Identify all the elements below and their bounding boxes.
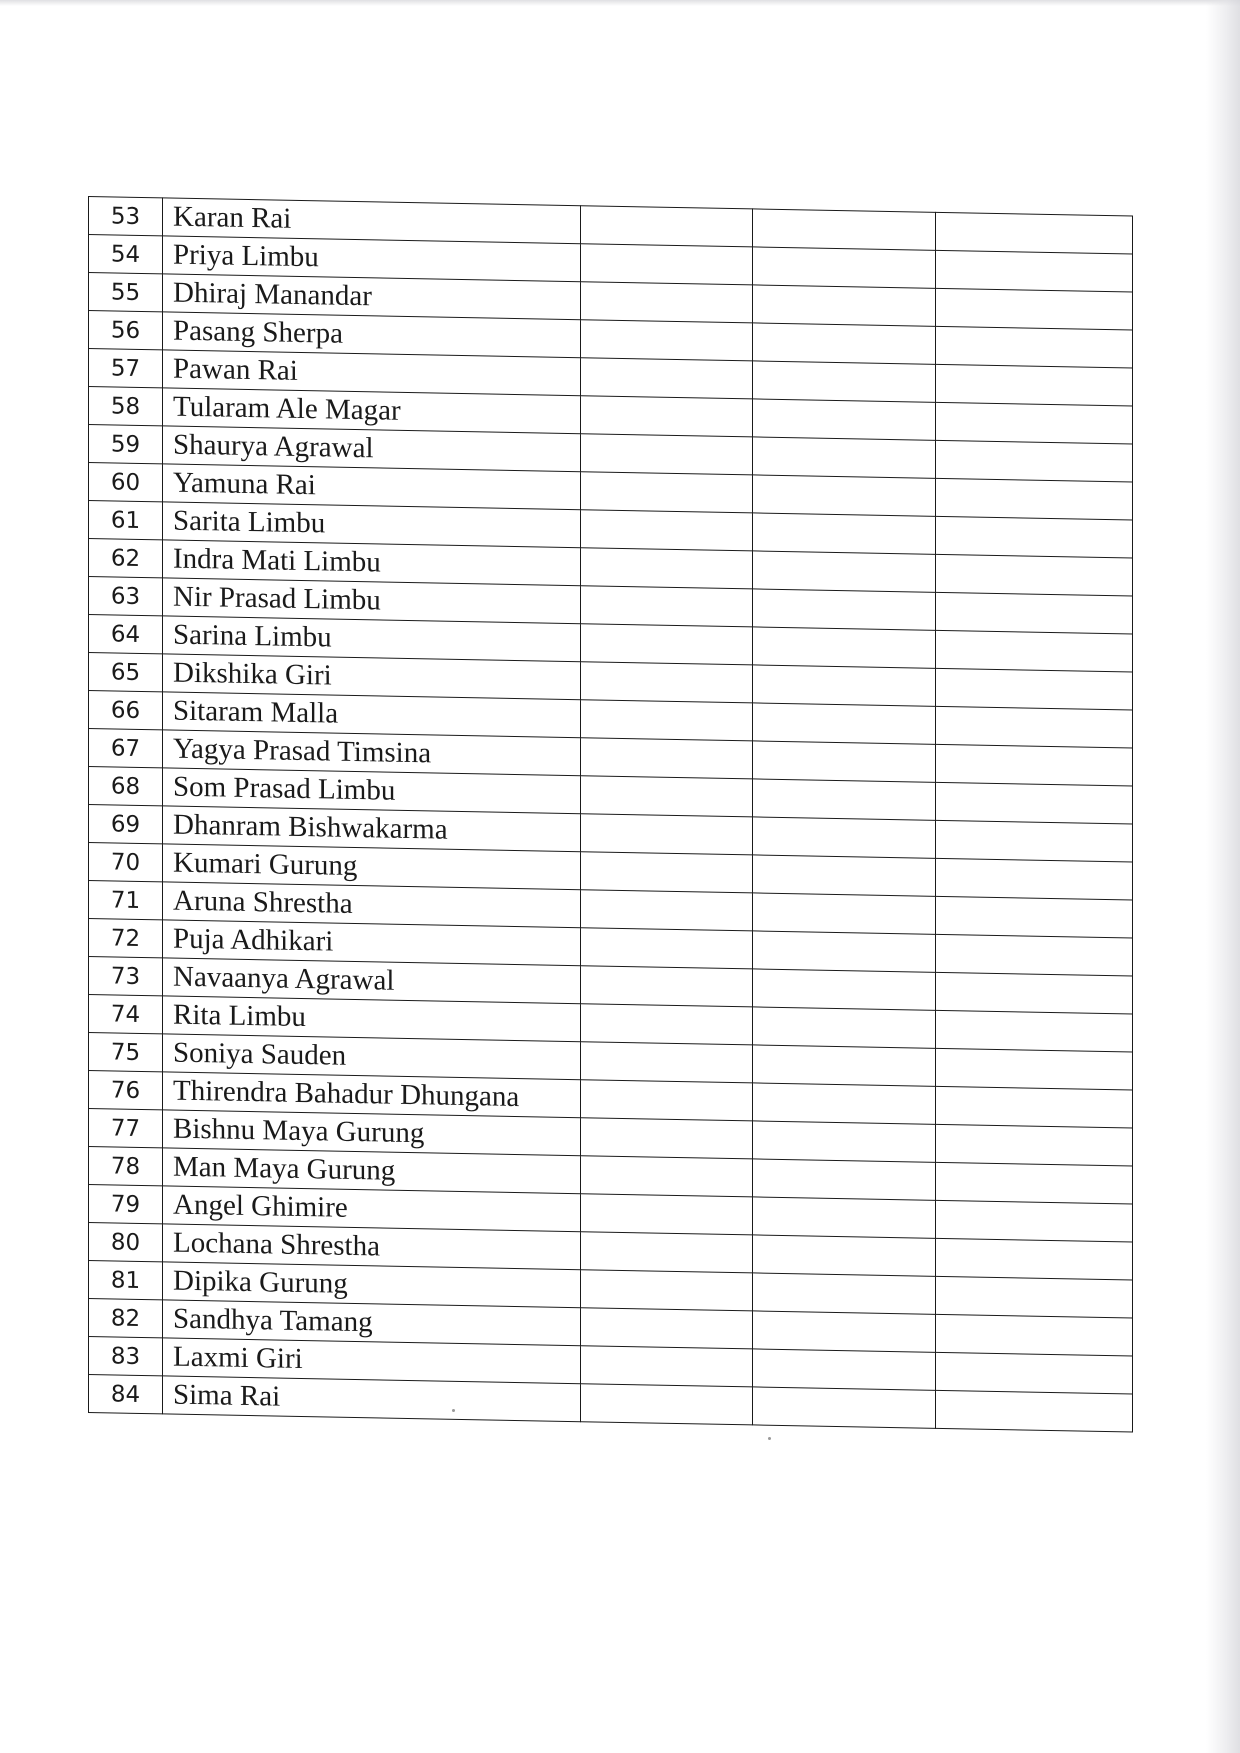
name-cell: Puja Adhikari [163,920,581,966]
empty-cell [936,1238,1133,1280]
name-cell: Yagya Prasad Timsina [163,730,581,776]
empty-cell [581,624,753,665]
empty-cell [581,472,753,513]
empty-cell [581,1080,753,1121]
empty-cell [581,434,753,475]
name-cell: Nir Prasad Limbu [163,578,581,624]
name-cell: Lochana Shrestha [163,1224,581,1270]
serial-number-cell: 70 [89,843,163,882]
empty-cell [753,627,936,668]
name-cell: Thirendra Bahadur Dhungana [163,1072,581,1118]
serial-number-cell: 59 [89,425,163,464]
serial-number-cell: 67 [89,729,163,768]
empty-cell [936,782,1133,824]
name-cell: Tularam Ale Magar [163,388,581,434]
empty-cell [753,1045,936,1086]
serial-number-cell: 66 [89,691,163,730]
serial-number-cell: 69 [89,805,163,844]
serial-number-cell: 60 [89,463,163,502]
empty-cell [753,1349,936,1390]
serial-number-cell: 81 [89,1261,163,1300]
serial-number-cell: 77 [89,1109,163,1148]
name-cell: Kumari Gurung [163,844,581,890]
name-cell: Yamuna Rai [163,464,581,510]
serial-number-cell: 58 [89,387,163,426]
empty-cell [936,212,1133,254]
empty-cell [581,1156,753,1197]
serial-number-cell: 64 [89,615,163,654]
empty-cell [581,890,753,931]
empty-cell [936,1124,1133,1166]
serial-number-cell: 54 [89,235,163,274]
empty-cell [581,662,753,703]
empty-cell [936,364,1133,406]
empty-cell [581,1308,753,1349]
empty-cell [753,969,936,1010]
empty-cell [581,282,753,323]
name-cell: Laxmi Giri [163,1338,581,1384]
empty-cell [581,206,753,247]
roster-body [89,197,1133,1432]
empty-cell [936,706,1133,748]
empty-cell [936,554,1133,596]
empty-cell [581,966,753,1007]
empty-cell [936,744,1133,786]
name-cell: Rita Limbu [163,996,581,1042]
empty-cell [581,510,753,551]
empty-cell [753,741,936,782]
empty-cell [936,630,1133,672]
empty-cell [753,1235,936,1276]
empty-cell [581,1270,753,1311]
empty-cell [936,1390,1133,1432]
empty-cell [936,592,1133,634]
empty-cell [753,551,936,592]
empty-cell [581,1384,753,1425]
name-cell: Sandhya Tamang [163,1300,581,1346]
name-cell: Soniya Sauden [163,1034,581,1080]
name-cell: Shaurya Agrawal [163,426,581,472]
empty-cell [753,779,936,820]
empty-cell [753,1083,936,1124]
scan-speck [452,1409,455,1412]
empty-cell [753,703,936,744]
empty-cell [581,852,753,893]
empty-cell [581,548,753,589]
serial-number-cell: 56 [89,311,163,350]
roster-table [88,196,1133,1433]
name-cell: Angel Ghimire [163,1186,581,1232]
empty-cell [753,513,936,554]
name-cell: Sima Rai [163,1376,581,1422]
empty-cell [753,209,936,250]
empty-cell [753,665,936,706]
empty-cell [753,1387,936,1428]
serial-number-cell: 65 [89,653,163,692]
empty-cell [581,700,753,741]
empty-cell [753,475,936,516]
serial-number-cell: 71 [89,881,163,920]
serial-number-cell: 75 [89,1033,163,1072]
empty-cell [581,776,753,817]
serial-number-cell: 78 [89,1147,163,1186]
serial-number-cell: 57 [89,349,163,388]
name-cell: Bishnu Maya Gurung [163,1110,581,1156]
name-cell: Man Maya Gurung [163,1148,581,1194]
empty-cell [581,1346,753,1387]
empty-cell [753,893,936,934]
empty-cell [753,931,936,972]
empty-cell [936,668,1133,710]
serial-number-cell: 83 [89,1337,163,1376]
name-cell: Aruna Shrestha [163,882,581,928]
empty-cell [753,1197,936,1238]
name-cell: Navaanya Agrawal [163,958,581,1004]
empty-cell [581,244,753,285]
empty-cell [936,1086,1133,1128]
empty-cell [936,858,1133,900]
empty-cell [581,358,753,399]
empty-cell [936,402,1133,444]
scan-shadow-right [1206,0,1240,1753]
empty-cell [753,589,936,630]
serial-number-cell: 80 [89,1223,163,1262]
empty-cell [936,288,1133,330]
name-cell: Dhanram Bishwakarma [163,806,581,852]
name-cell: Priya Limbu [163,236,581,282]
name-cell: Dipika Gurung [163,1262,581,1308]
empty-cell [581,1232,753,1273]
empty-cell [753,323,936,364]
empty-cell [936,478,1133,520]
empty-cell [936,1314,1133,1356]
empty-cell [753,855,936,896]
empty-cell [936,934,1133,976]
serial-number-cell: 82 [89,1299,163,1338]
serial-number-cell: 84 [89,1375,163,1414]
empty-cell [753,285,936,326]
serial-number-cell: 73 [89,957,163,996]
empty-cell [753,1007,936,1048]
empty-cell [753,399,936,440]
empty-cell [581,738,753,779]
empty-cell [936,1276,1133,1318]
empty-cell [753,1159,936,1200]
empty-cell [936,1010,1133,1052]
empty-cell [936,1048,1133,1090]
name-cell: Dikshika Giri [163,654,581,700]
empty-cell [753,1121,936,1162]
name-cell: Som Prasad Limbu [163,768,581,814]
empty-cell [581,1042,753,1083]
empty-cell [753,1273,936,1314]
serial-number-cell: 79 [89,1185,163,1224]
serial-number-cell: 72 [89,919,163,958]
scan-shadow-top [0,0,1240,6]
serial-number-cell: 61 [89,501,163,540]
empty-cell [936,1352,1133,1394]
name-cell: Pawan Rai [163,350,581,396]
serial-number-cell: 55 [89,273,163,312]
serial-number-cell: 74 [89,995,163,1034]
name-cell: Sarita Limbu [163,502,581,548]
empty-cell [936,972,1133,1014]
serial-number-cell: 53 [89,197,163,236]
empty-cell [581,586,753,627]
empty-cell [581,1118,753,1159]
scan-speck [768,1437,771,1440]
name-cell: Sitaram Malla [163,692,581,738]
empty-cell [936,820,1133,862]
empty-cell [936,516,1133,558]
empty-cell [581,1194,753,1235]
empty-cell [581,814,753,855]
name-cell: Karan Rai [163,198,581,244]
name-cell: Pasang Sherpa [163,312,581,358]
name-cell: Sarina Limbu [163,616,581,662]
serial-number-cell: 68 [89,767,163,806]
empty-cell [936,1200,1133,1242]
empty-cell [936,440,1133,482]
empty-cell [753,437,936,478]
empty-cell [936,326,1133,368]
empty-cell [936,1162,1133,1204]
empty-cell [581,320,753,361]
empty-cell [753,361,936,402]
empty-cell [581,928,753,969]
empty-cell [936,250,1133,292]
name-cell: Indra Mati Limbu [163,540,581,586]
empty-cell [753,1311,936,1352]
serial-number-cell: 62 [89,539,163,578]
name-cell: Dhiraj Manandar [163,274,581,320]
empty-cell [936,896,1133,938]
serial-number-cell: 76 [89,1071,163,1110]
empty-cell [753,817,936,858]
empty-cell [753,247,936,288]
empty-cell [581,396,753,437]
serial-number-cell: 63 [89,577,163,616]
empty-cell [581,1004,753,1045]
